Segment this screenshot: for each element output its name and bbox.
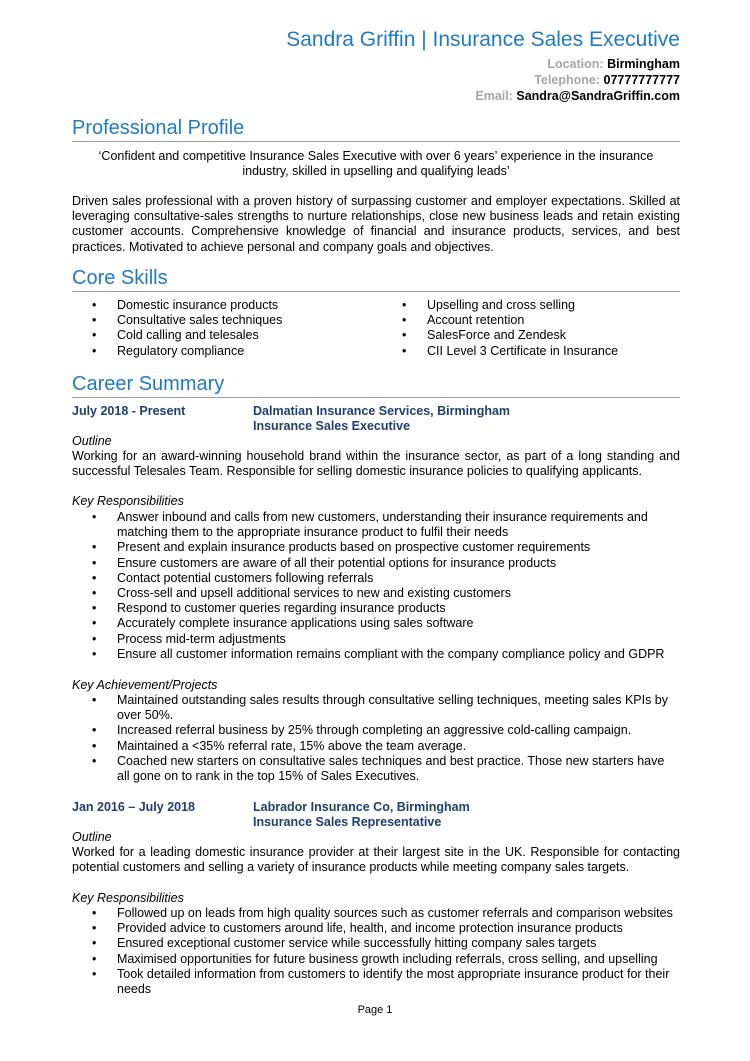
list-item: • Account retention [382,313,682,328]
list-item: • CII Level 3 Certificate in Insurance [382,344,682,359]
list-item: • Increased referral business by 25% through completing an aggressive cold-calling campaign. [72,723,680,738]
list-item: • Coached new starters on consultative sales techniques and best practice. Those new starters have all gone on to rank in the top 15% of Sales Executives. [72,754,680,784]
profile-summary: Driven sales professional with a proven history of surpassing customer and employer expectations. Skilled at leveraging consultative-sales strengths to nurture relationships, close new business leads and retain existing customer accounts. Comprehensive knowledge of financial and insurance products, services, and best practices. Motivated to achieve personal and company goals and objectives. [72,194,680,254]
job-1-company: Dalmatian Insurance Services, Birmingham [253,404,511,418]
list-item: • Cold calling and telesales [72,328,372,343]
job-2-responsibilities-label: Key Responsibilities [72,891,184,905]
list-item: • Maintained a <35% referral rate, 15% above the team average. [72,739,680,754]
list-item: • Ensured exceptional customer service while successfully hitting company sales targets [72,936,680,951]
job-2-responsibilities [72,906,680,997]
job-1-responsibilities-label: Key Responsibilities [72,494,184,508]
list-item: • Accurately complete insurance applications using sales software [72,616,680,631]
job-1-outline-label: Outline [72,434,112,448]
list-item: • Consultative sales techniques [72,313,372,328]
list-item: • Maintained outstanding sales results through consultative selling techniques, meeting sales KPIs by over 50%. [72,693,680,723]
section-heading-career: Career Summary [72,372,680,398]
list-item: • Contact potential customers following referrals [72,571,680,586]
cv-title: Sandra Griffin | Insurance Sales Executive [286,28,680,51]
job-2-outline-label: Outline [72,830,112,844]
job-1-achievements-label: Key Achievement/Projects [72,678,218,692]
telephone-label: Telephone: [534,73,601,87]
list-item: • Followed up on leads from high quality sources such as customer referrals and comparison websites [72,906,680,921]
skills-list-left [72,298,372,359]
list-item: • Process mid-term adjustments [72,632,680,647]
job-1-outline: Working for an award-winning household brand within the insurance sector, as part of a long standing and successful Telesales Team. Responsible for selling domestic insurance policies to qualifying applicants. [72,449,680,479]
contact-email [475,89,680,103]
job-2-dates: Jan 2016 – July 2018 [72,800,196,814]
page-number: Page 1 [357,1004,393,1016]
contact-location [547,57,680,71]
profile-quote: ‘Confident and competitive Insurance Sales Executive with over 6 years’ experience in the insurance industry, skilled in upselling and qualifying leads’ [98,149,654,179]
job-1-responsibilities [72,510,680,662]
email-label: Email: [475,89,513,103]
list-item: • Regulatory compliance [72,344,372,359]
list-item: • Provided advice to customers around life, health, and income protection insurance products [72,921,680,936]
contact-telephone [534,73,680,87]
job-2-outline: Worked for a leading domestic insurance provider at their largest site in the UK. Responsible for contacting potential customers and selling a variety of insurance products while meeting company sales targets. [72,845,680,875]
email-value[interactable]: Sandra@SandraGriffin.com [516,89,680,103]
location-value: Birmingham [607,57,680,71]
list-item: • Cross-sell and upsell additional services to new and existing customers [72,586,680,601]
list-item: • Upselling and cross selling [382,298,682,313]
job-2-company: Labrador Insurance Co, Birmingham [253,800,470,814]
list-item: • Took detailed information from customers to identify the most appropriate insurance product for their needs [72,967,680,997]
job-1-title: Insurance Sales Executive [253,419,411,433]
job-1-achievements [72,693,680,784]
list-item: • Domestic insurance products [72,298,372,313]
job-2-title: Insurance Sales Representative [253,815,442,829]
list-item: • Ensure customers are aware of all their potential options for insurance products [72,556,680,571]
list-item: • SalesForce and Zendesk [382,328,682,343]
section-heading-skills: Core Skills [72,266,680,292]
skills-list-right [382,298,682,359]
list-item: • Answer inbound and calls from new customers, understanding their insurance requirements and matching them to the appropriate insurance product to fulfil their needs [72,510,680,540]
list-item: • Maximised opportunities for future business growth including referrals, cross selling, and upselling [72,952,680,967]
telephone-value: 07777777777 [603,73,680,87]
job-1-dates: July 2018 - Present [72,404,186,418]
list-item: • Respond to customer queries regarding insurance products [72,601,680,616]
list-item: • Ensure all customer information remains compliant with the company compliance policy and GDPR [72,647,680,662]
list-item: • Present and explain insurance products based on prospective customer requirements [72,540,680,555]
location-label: Location: [547,57,604,71]
section-heading-profile: Professional Profile [72,116,680,142]
